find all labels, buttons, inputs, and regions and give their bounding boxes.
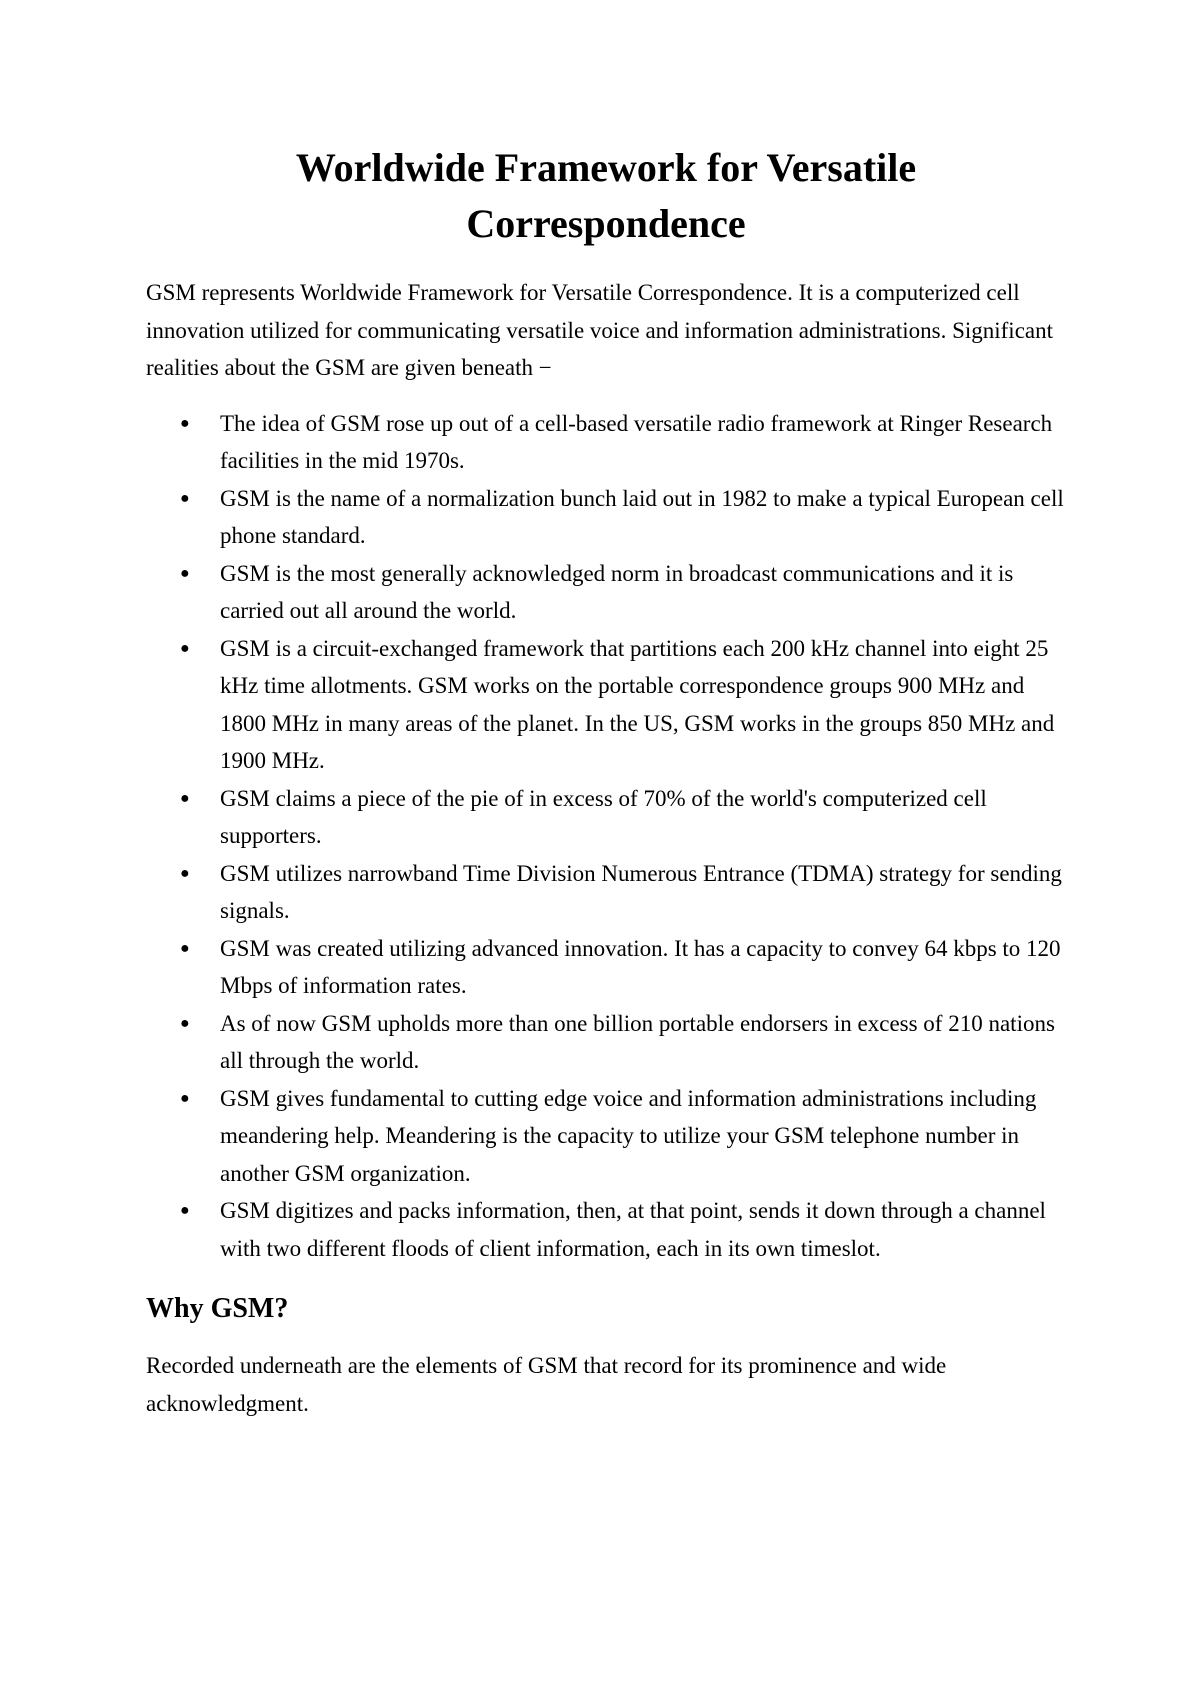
bullet-icon: ●: [180, 939, 190, 957]
bullet-icon: ●: [180, 789, 190, 807]
bullet-icon: ●: [180, 1014, 190, 1032]
bullet-icon: ●: [180, 414, 190, 432]
list-item-text: GSM gives fundamental to cutting edge voice and information administrations including meandering help. Meandering is the capacity to utilize your GSM telephone number in another GSM organization.: [220, 1085, 1037, 1186]
document-page: [146, 140, 1066, 1422]
list-item-text: GSM is a circuit-exchanged framework that partitions each 200 kHz channel into eight 25 kHz time allotments. GSM works on the portable correspondence groups 900 MHz and 1800 MHz in many areas of the planet. In the US, GSM works in the groups 850 MHz and 1900 MHz.: [220, 635, 1055, 773]
section-heading: Why GSM?: [146, 1293, 289, 1324]
list-item-text: GSM claims a piece of the pie of in excess of 70% of the world's computerized cell supporters.: [220, 785, 987, 848]
list-item-text: GSM was created utilizing advanced innovation. It has a capacity to convey 64 kbps to 120 Mbps of information rates.: [220, 935, 1061, 998]
document-title: Worldwide Framework for Versatile Correspondence: [295, 145, 917, 246]
list-item-text: As of now GSM upholds more than one billion portable endorsers in excess of 210 nations all through the world.: [220, 1010, 1055, 1073]
list-item: [180, 780, 1066, 855]
intro-paragraph: GSM represents Worldwide Framework for Versatile Correspondence. It is a computerized cell innovation utilized for communicating versatile voice and information administrations. Significant realities about the GSM are given beneath −: [146, 280, 1054, 380]
bullet-icon: ●: [180, 564, 190, 582]
facts-list: [146, 405, 1066, 1268]
list-item-text: GSM is the name of a normalization bunch laid out in 1982 to make a typical European cell phone standard.: [220, 485, 1064, 548]
list-item-text: GSM digitizes and packs information, then, at that point, sends it down through a channel with two different floods of client information, each in its own timeslot.: [220, 1198, 1046, 1261]
list-item: [180, 1192, 1066, 1267]
list-item: [180, 555, 1066, 630]
list-item-text: GSM utilizes narrowband Time Division Numerous Entrance (TDMA) strategy for sending signals.: [220, 860, 1062, 923]
bullet-icon: ●: [180, 1089, 190, 1107]
list-item: [180, 1005, 1066, 1080]
list-item-text: The idea of GSM rose up out of a cell-based versatile radio framework at Ringer Research facilities in the mid 1970s.: [220, 410, 1053, 473]
list-item: [180, 855, 1066, 930]
list-item-text: GSM is the most generally acknowledged norm in broadcast communications and it is carried out all around the world.: [220, 560, 1014, 623]
list-item: [180, 405, 1066, 480]
section-paragraph: Recorded underneath are the elements of GSM that record for its prominence and wide acknowledgment.: [146, 1353, 947, 1416]
list-item: [180, 1080, 1066, 1193]
bullet-icon: ●: [180, 489, 190, 507]
list-item: [180, 630, 1066, 780]
list-item: [180, 930, 1066, 1005]
list-item: [180, 480, 1066, 555]
bullet-icon: ●: [180, 1202, 190, 1219]
bullet-icon: ●: [180, 864, 190, 882]
bullet-icon: ●: [180, 639, 190, 657]
